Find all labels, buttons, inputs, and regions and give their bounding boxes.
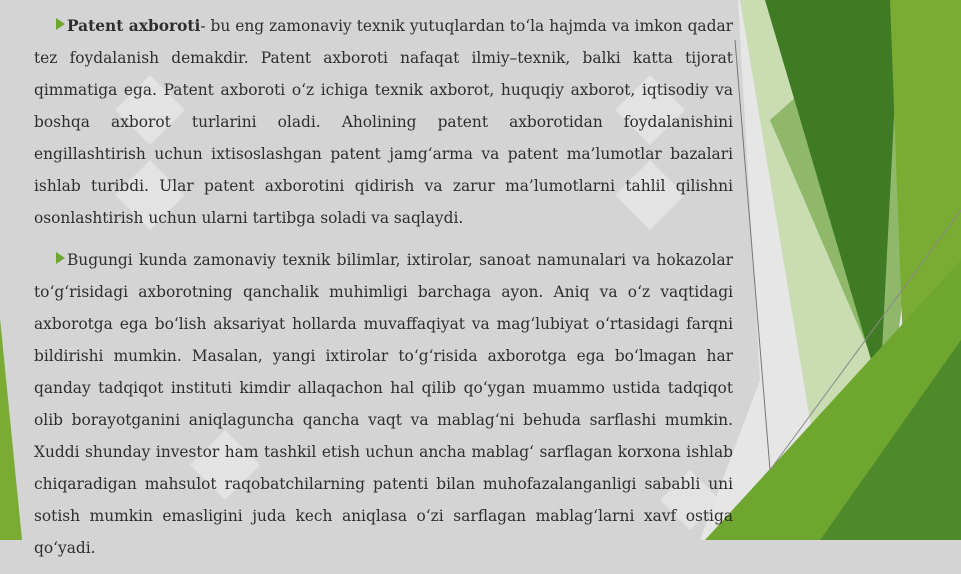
paragraph-1 [34, 10, 733, 234]
paragraph-1-bold-lead: Patent axboroti [67, 17, 201, 35]
paragraph-2 [34, 244, 733, 564]
paragraph-1-body: - bu eng zamonaviy texnik yutuqlardan to‘la hajmda va imkon qadar tez foydalanish demakdir. Patent axboroti nafaqat ilmiy–texnik, balki katta tijorat qimmatiga ega. Patent axboroti o‘z ichiga texnik axborot, huquqiy axborot, iqtisodiy va boshqa axborot turlarini oladi. Aholining patent axborotidan foydalanishini engillashtirish uchun ixtisoslashgan patent jamg‘arma va patent ma’lumotlar bazalari ishlab turibdi. Ular patent axborotini qidirish va zarur ma’lumotlarni tahlil qilishni osonlashtirish uchun ularni tartibga soladi va saqlaydi. [34, 17, 733, 227]
left-green-strip [0, 318, 22, 540]
arrow-bullet-icon [56, 18, 65, 30]
paragraph-2-body: Bugungi kunda zamonaviy texnik bilimlar, ixtirolar, sanoat namunalari va hokazolar to‘g‘risidagi axborotning qanchalik muhimligi barchaga ayon. Aniq va o‘z vaqtidagi axborotga ega bo‘lish aksariyat hollarda muvaffaqiyat va mag‘lubiyat o‘rtasidagi farqni bildirishi mumkin. Masalan, yangi ixtirolar to‘g‘risida axborotga ega bo‘lmagan har qanday tadqiqot instituti kimdir allaqachon hal qilib qo‘ygan muammo ustida tadqiqot olib borayotganini aniqlaguncha qancha vaqt va mablag‘ni behuda sarflashi mumkin. Xuddi shunday investor ham tashkil etish uchun ancha mablag‘ sarflagan korxona ishlab chiqaradigan mahsulot raqobatchilarning patenti bilan muhofazalanganligi sababli uni sotish mumkin emasligini juda kech aniqlasa o‘zi sarflagan mablag‘larni xavf ostiga qo‘yadi. [34, 251, 733, 557]
arrow-bullet-icon [56, 252, 65, 264]
content-text-area [34, 10, 733, 574]
